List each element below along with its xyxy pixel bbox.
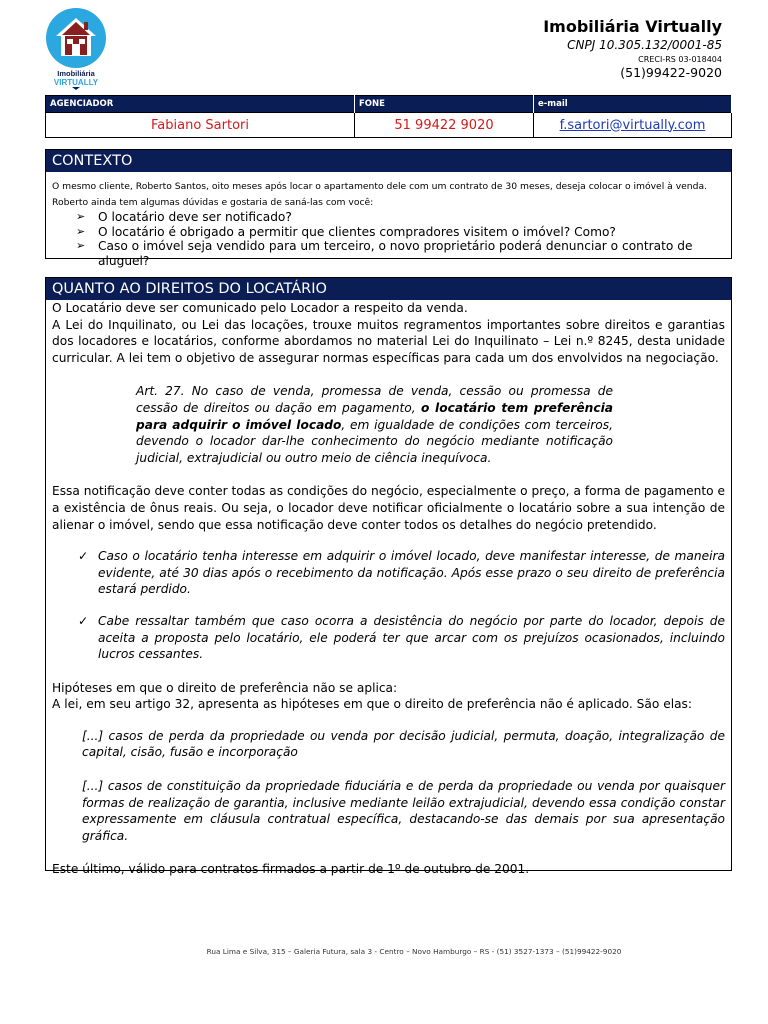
quote-part-c: , em igualdade de condições com terceiros, devendo o locador dar-lhe conhecimento do negócio mediante notificação judicial, extrajudicial ou outro meio de ciência inequívoca. — [136, 417, 613, 465]
checkmark-icon: ✓ — [78, 549, 89, 564]
rights-paragraph-1: O Locatário deve ser comunicado pelo Locador a respeito da venda. — [52, 301, 468, 315]
rights-paragraph-2: A Lei do Inquilinato, ou Lei das locações, trouxe muitos regramentos importantes sobre direitos e garantias dos locadores e locatários, conforme abordamos no material Lei do Inquilinato – Lei n.º 8245, desta unidade curricular. A lei tem o objetivo de assegurar normas específicas para cada um dos envolvidos na negociação. — [52, 317, 725, 365]
company-creci: CRECI-RS 03-018404 — [638, 55, 722, 65]
phone-header: FONE — [355, 96, 534, 113]
hypothesis-2: [...] casos de constituição da propriedade fiduciária e de perda da propriedade ou venda por quaisquer formas de realização de garantia, inclusive mediante leilão extrajudicial, devendo essa condição constar expressamente em cláusula contratual específica, destacando-se das demais por sua apresentação gráfica. — [82, 779, 725, 843]
rights-body — [46, 300, 731, 878]
agent-phone: 51 99422 9020 — [355, 113, 534, 138]
agent-header: AGENCIADOR — [46, 96, 355, 113]
company-cnpj: CNPJ 10.305.132/0001-85 — [567, 38, 722, 53]
check-item-2 — [52, 613, 725, 663]
question-text: O locatário é obrigado a permitir que clientes compradores visitem o imóvel? Como? — [98, 224, 616, 239]
agent-email-link[interactable]: f.sartori@virtually.com — [534, 113, 732, 138]
company-info — [543, 18, 722, 81]
rights-paragraph-5: A lei, em seu artigo 32, apresenta as hipóteses em que o direito de preferência não é aplicado. São elas: — [52, 697, 693, 712]
list-item — [76, 210, 731, 225]
agent-name: Fabiano Sartori — [46, 113, 355, 138]
context-paragraph-1: O mesmo cliente, Roberto Santos, oito meses após locar o apartamento dele com um contrato de 30 meses, deseja colocar o imóvel à venda. — [52, 181, 708, 192]
page-footer: Rua Lima e Silva, 315 – Galeria Futura, sala 3 - Centro – Novo Hamburgo – RS - (51) 3527-1373 – (51)99422-9020 — [206, 947, 622, 956]
house-logo-icon — [44, 6, 108, 90]
rights-section — [45, 277, 732, 877]
list-item — [76, 239, 731, 268]
checkmark-icon: ✓ — [78, 613, 89, 628]
rights-paragraph-6: Este último, válido para contratos firmados a partir de 1º de outubro de 2001. — [52, 862, 530, 877]
quote-part-a: Art. 27. No caso de venda, promessa de venda, cessão ou promessa de cessão de direitos ou dação em pagamento, — [136, 384, 613, 415]
context-paragraph-2: Roberto ainda tem algumas dúvidas e gostaria de saná-las com você: — [52, 197, 374, 208]
context-title: CONTEXTO — [46, 150, 731, 172]
logo-text-top: Imobiliária — [57, 69, 95, 78]
quote-emphasis: o locatário tem preferência para adquirir o imóvel locado — [136, 400, 613, 432]
context-section — [45, 149, 732, 268]
list-item — [76, 225, 731, 240]
rights-paragraph-3: Essa notificação deve conter todas as condições do negócio, especialmente o preço, a forma de pagamento e a existência de ônus reais. Ou seja, o locador deve notificar oficialmente o locatário sobre a sua intenção de alienar o imóvel, sendo que essa notificação deve conter todos os detalhes do negócio pretendido. — [52, 484, 725, 532]
rights-title: QUANTO AO DIREITOS DO LOCATÁRIO — [46, 278, 731, 300]
rights-paragraph-4: Hipóteses em que o direito de preferência não se aplica: — [52, 680, 398, 695]
context-question-list — [46, 210, 731, 268]
check-text: Cabe ressaltar também que caso ocorra a desistência do negócio por parte do locador, depois de aceita a proposta pelo locatário, ele poderá ter que arcar com os prejuízos ocasionados, incluindo lucros cessantes. — [98, 613, 725, 662]
arrow-bullet-icon: ➢ — [76, 210, 86, 223]
law-quote — [136, 383, 613, 466]
company-logo — [44, 6, 108, 90]
check-item-1 — [52, 548, 725, 598]
company-phone: (51)99422-9020 — [620, 65, 722, 81]
hypothesis-1: [...] casos de perda da propriedade ou venda por decisão judicial, permuta, doação, integralização de capital, cisão, fusão e incorporação — [82, 728, 725, 760]
question-text: Caso o imóvel seja vendido para um terceiro, o novo proprietário poderá denunciar o contrato de aluguel? — [98, 239, 693, 268]
question-text: O locatário deve ser notificado? — [98, 210, 292, 224]
company-name: Imobiliária Virtually — [543, 17, 722, 36]
arrow-bullet-icon: ➢ — [76, 239, 86, 252]
arrow-bullet-icon: ➢ — [76, 224, 86, 238]
check-text: Caso o locatário tenha interesse em adquirir o imóvel locado, deve manifestar interesse, de maneira evidente, até 30 dias após o recebimento da notificação. Após esse prazo o seu direito de preferência estará perdido. — [98, 549, 725, 597]
email-header: e-mail — [534, 96, 732, 113]
agent-table — [45, 95, 732, 138]
logo-text-bottom: VIRTUALLY — [53, 78, 99, 87]
